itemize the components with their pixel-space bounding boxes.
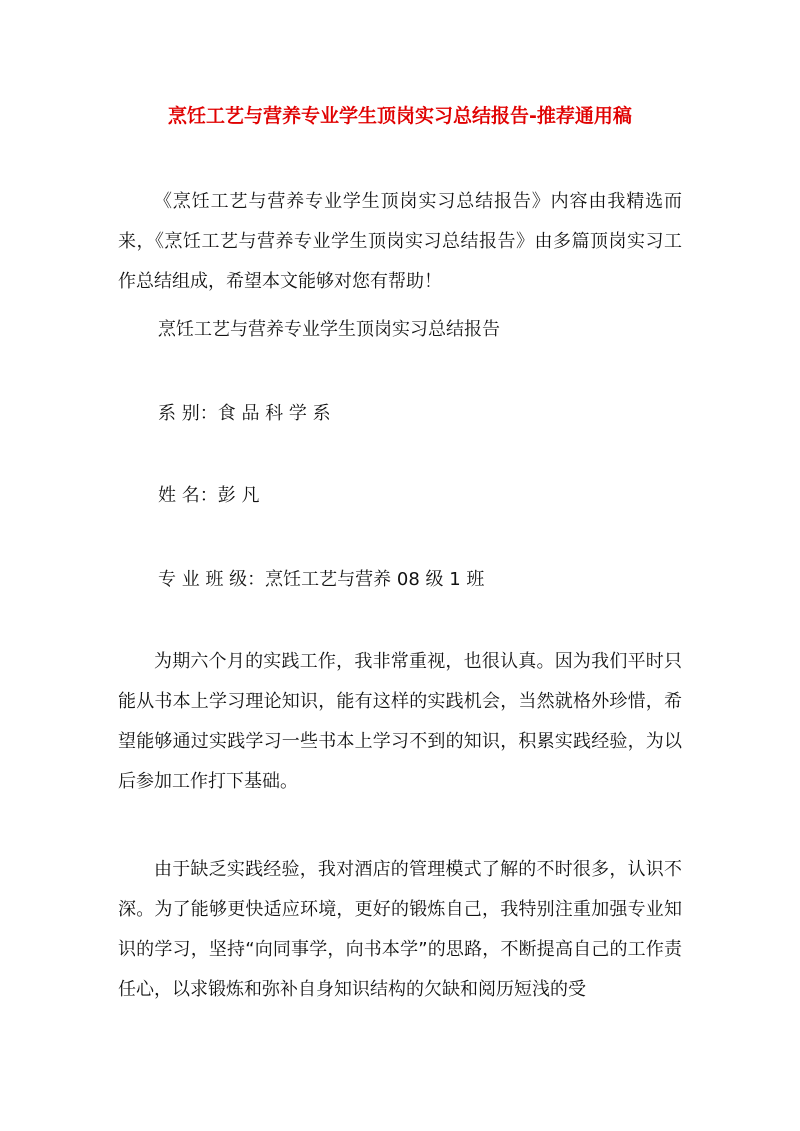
report-subtitle: 烹饪工艺与营养专业学生顶岗实习总结报告: [158, 319, 500, 340]
intro-paragraph: 《烹饪工艺与营养专业学生顶岗实习总结报告》内容由我精选而来，《烹饪工艺与营养专业学生顶岗实习总结报告》由多篇顶岗实习工作总结组成，希望本文能够对您有帮助！: [118, 191, 682, 292]
student-name-line: 姓 名：彭 凡: [158, 485, 260, 506]
body-paragraph-2: 由于缺乏实践经验，我对酒店的管理模式了解的不时很多，认识不深。为了能够更快适应环境，更好的锻炼自己，我特别注重加强专业知识的学习，坚持“向同事学，向书本学”的思路，不断提高自己的工作责任心，以求锻炼和弥补自身知识结构的欠缺和阅历短浅的受: [118, 859, 682, 1000]
department-line: 系 别：食 品 科 学 系: [158, 403, 331, 424]
document-title: 烹饪工艺与营养专业学生顶岗实习总结报告-推荐通用稿: [168, 105, 632, 127]
body-paragraph-1: 为期六个月的实践工作，我非常重视，也很认真。因为我们平时只能从书本上学习理论知识，能有这样的实践机会，当然就格外珍惜，希望能够通过实践学习一些书本上学习不到的知识，积累实践经验，为以后参加工作打下基础。: [118, 651, 682, 792]
class-line: 专 业 班 级：烹饪工艺与营养 08 级 1 班: [158, 569, 485, 590]
